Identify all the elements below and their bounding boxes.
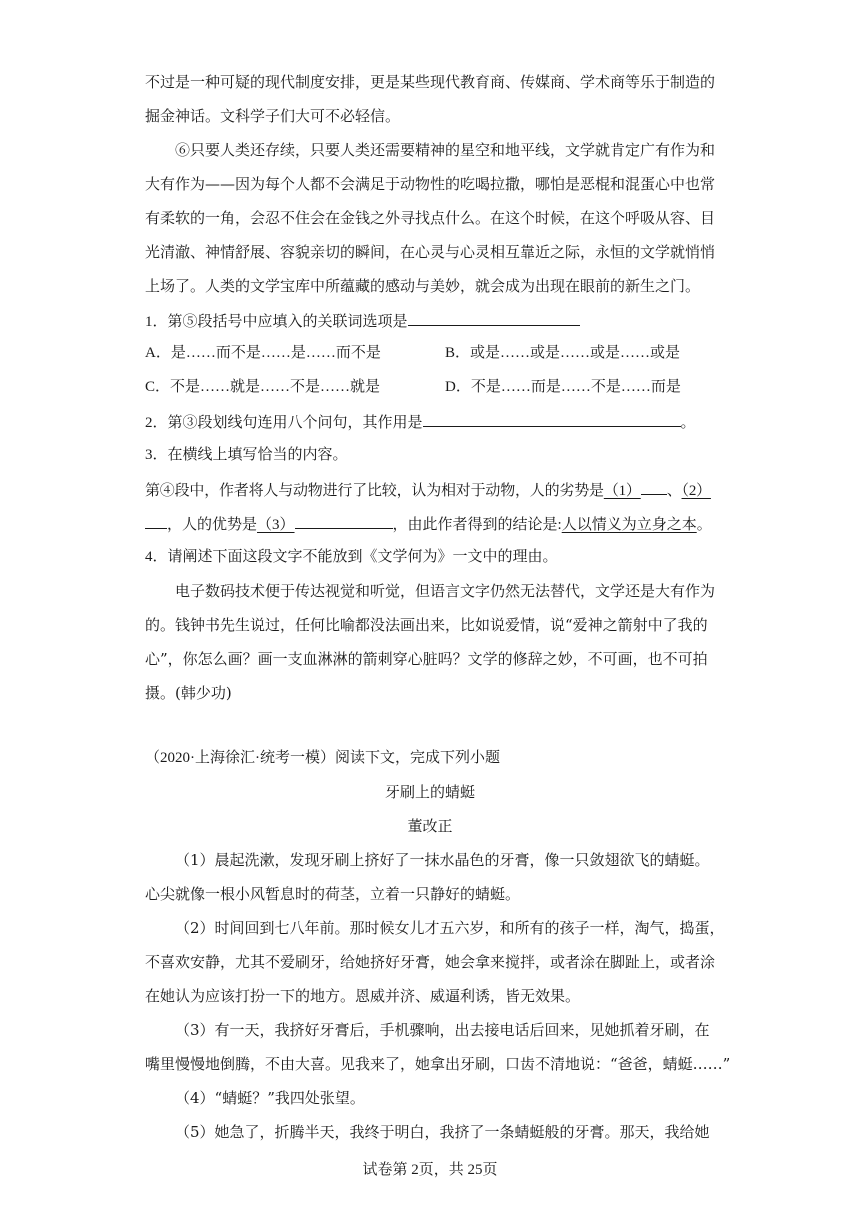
paragraph-6-line: 有柔软的一角，会忍不住会在金钱之外寻找点什么。在这个时候，在这个呼吸从容、目: [145, 209, 716, 227]
question-2-end: 。: [680, 415, 696, 431]
conclusion-text: 人以情义为立身之本: [561, 517, 697, 533]
question-2: [145, 411, 715, 433]
quote-line: 摄。(韩少功): [145, 684, 232, 702]
article-p1-line: 心尖就像一根小风暂息时的荷茎，立着一只静好的蜻蜓。: [145, 885, 521, 903]
question-1-text: 1．第⑤段括号中应填入的关联词选项是: [145, 314, 408, 330]
option-d: D．不是……而是……不是……而是: [445, 379, 681, 395]
article-p2-line: （2）时间回到七八年前。那时候女儿才五六岁，和所有的孩子一样，淘气，捣蛋，: [175, 919, 725, 937]
blank-2-label: （2）: [681, 483, 711, 499]
answer-blank[interactable]: [408, 310, 580, 326]
section-header: （2020·上海徐汇·统考一模）阅读下文，完成下列小题: [145, 750, 500, 766]
line-end: 。: [696, 517, 712, 533]
answer-blank-1[interactable]: [641, 479, 667, 495]
option-b: B．或是……或是……或是……或是: [445, 345, 681, 361]
question-3-line1: [145, 479, 715, 501]
answer-blank-2-continued[interactable]: [145, 513, 167, 529]
paragraph-6-line: 上场了。人类的文学宝库中所蕴藏的感动与美妙，就会成为出现在眼前的新生之门。: [145, 277, 701, 295]
article-p1-line: （1）晨起洗漱，发现牙刷上挤好了一抹水晶色的牙膏，像一只敛翅欲飞的蜻蜓。: [175, 851, 710, 869]
article-p2-line: 不喜欢安静，尤其不爱刷牙，给她挤好牙膏，她会拿来搅拌，或者涂在脚趾上，或者涂: [145, 953, 716, 971]
article-p3-line: （3）有一天，我挤好牙膏后，手机骤响，出去接电话后回来，见她抓着牙刷，在: [175, 1021, 710, 1039]
question-1: [145, 310, 715, 332]
answer-blank-3[interactable]: [295, 513, 393, 529]
answer-blank[interactable]: [423, 411, 681, 427]
article-p4-line: （4）“蜻蜓？”我四处张望。: [175, 1089, 365, 1107]
article-title: 牙刷上的蜻蜓: [384, 783, 475, 801]
page-footer: 试卷第 2页，共 25页: [362, 1162, 498, 1178]
article-p3-line: 嘴里慢慢地倒腾，不由大喜。见我来了，她拿出牙刷，口齿不清地说：“爸爸，蜻蜓……”: [145, 1055, 731, 1073]
paragraph-6-line: 大有作为——因为每个人都不会满足于动物性的吃喝拉撒，哪怕是恶棍和混蛋心中也常: [145, 175, 716, 193]
question-4: 4．请阐述下面这段文字不能放到《文学何为》一文中的理由。: [145, 549, 558, 565]
question-3: 3．在横线上填写恰当的内容。: [145, 447, 348, 463]
option-a: A．是……而不是……是……而不是: [145, 345, 381, 361]
question-2-text: 2．第③段划线句连用八个问句，其作用是: [145, 415, 423, 431]
quote-line: 电子数码技术便于传达视觉和听觉，但语言文字仍然无法替代，文学还是大有作为: [175, 582, 716, 600]
separator: 、: [666, 483, 682, 499]
article-p5-line: （5）她急了，折腾半天，我终于明白，我挤了一条蜻蜓般的牙膏。那天，我给她: [175, 1123, 710, 1141]
quote-line: 的。钱钟书先生说过，任何比喻都没法画出来，比如说爱情，说“爱神之箭射中了我的: [145, 616, 708, 634]
blank-1-label: （1）: [603, 483, 641, 499]
text-line: 不过是一种可疑的现代制度安排，更是某些现代教育商、传媒商、学术商等乐于制造的: [145, 73, 716, 91]
article-author: 董改正: [407, 817, 453, 835]
question-3-line2: [145, 513, 715, 535]
article-p2-line: 在她认为应该打扮一下的地方。恩威并济、威逼利诱，皆无效果。: [145, 987, 581, 1005]
strength-prompt: ，人的优势是: [167, 517, 258, 533]
paragraph-6-line: 光清澈、神情舒展、容貌亲切的瞬间，在心灵与心灵相互靠近之际，永恒的文学就悄悄: [145, 243, 716, 261]
quote-line: 心”，你怎么画？画一支血淋淋的箭刺穿心脏吗？文学的修辞之妙，不可画，也不可拍: [145, 650, 708, 668]
blank-3-label: （3）: [257, 517, 295, 533]
option-c: C．不是……就是……不是……就是: [145, 379, 381, 395]
text-line: 掘金神话。文科学子们大可不必轻信。: [145, 107, 401, 125]
conclusion-prompt: ，由此作者得到的结论是:: [392, 517, 562, 533]
paragraph-6-line: ⑥只要人类还存续，只要人类还需要精神的星空和地平线，文学就肯定广有作为和: [175, 141, 716, 159]
question-3-prompt: 第④段中，作者将人与动物进行了比较，认为相对于动物，人的劣势是: [145, 483, 604, 499]
